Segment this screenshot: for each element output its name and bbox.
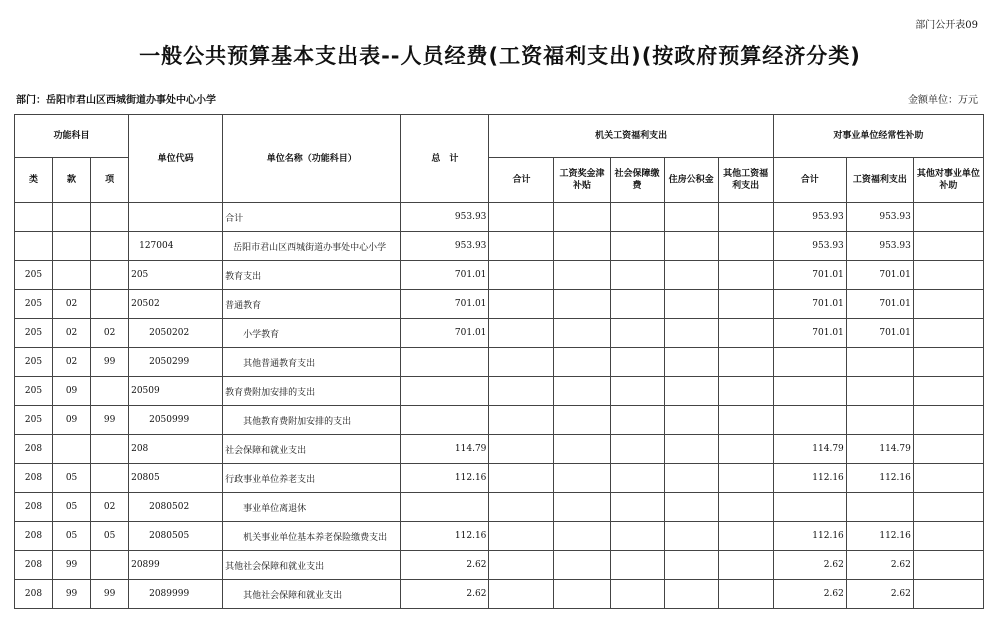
cell-unit-name: 教育支出 <box>223 261 401 290</box>
cell-pub-other <box>913 522 983 551</box>
cell-org-subtotal <box>489 290 554 319</box>
cell-total: 701.01 <box>401 319 489 348</box>
cell-org-other <box>718 464 773 493</box>
cell-lei: 208 <box>15 464 53 493</box>
cell-kuan: 99 <box>53 551 91 580</box>
cell-org-bonus <box>554 348 610 377</box>
cell-xiang <box>91 377 129 406</box>
cell-unit-code: 2050202 <box>129 319 223 348</box>
cell-unit-code <box>129 203 223 232</box>
cell-xiang <box>91 551 129 580</box>
cell-pub-other <box>913 406 983 435</box>
cell-lei: 205 <box>15 377 53 406</box>
table-row <box>15 348 984 377</box>
cell-unit-code: 20805 <box>129 464 223 493</box>
header-pub-wage: 工资福利支出 <box>846 158 913 203</box>
table-row <box>15 522 984 551</box>
cell-org-other <box>718 406 773 435</box>
cell-org-housing <box>664 203 718 232</box>
cell-lei: 205 <box>15 319 53 348</box>
cell-total: 2.62 <box>401 580 489 609</box>
cell-kuan: 05 <box>53 493 91 522</box>
cell-unit-name: 社会保障和就业支出 <box>223 435 401 464</box>
cell-org-subtotal <box>489 493 554 522</box>
cell-total: 701.01 <box>401 290 489 319</box>
table-row <box>15 406 984 435</box>
cell-org-housing <box>664 319 718 348</box>
cell-unit-name: 合计 <box>223 203 401 232</box>
header-org-housing: 住房公积金 <box>664 158 718 203</box>
cell-total: 701.01 <box>401 261 489 290</box>
header-pub-subtotal: 合计 <box>773 158 846 203</box>
cell-pub-subtotal: 701.01 <box>773 261 846 290</box>
department-label: 部门：岳阳市君山区西城街道办事处中心小学 <box>16 95 216 106</box>
header-func-subject: 功能科目 <box>15 115 129 158</box>
cell-pub-other <box>913 493 983 522</box>
header-total: 总 计 <box>401 115 489 203</box>
cell-pub-wage: 953.93 <box>846 203 913 232</box>
cell-unit-code: 127004 <box>129 232 223 261</box>
cell-pub-other <box>913 377 983 406</box>
cell-lei <box>15 232 53 261</box>
header-org-other: 其他工资福利支出 <box>718 158 773 203</box>
cell-pub-other <box>913 580 983 609</box>
cell-pub-wage: 114.79 <box>846 435 913 464</box>
cell-total <box>401 493 489 522</box>
cell-unit-name: 普通教育 <box>223 290 401 319</box>
cell-lei: 205 <box>15 261 53 290</box>
header-org-wage-group: 机关工资福利支出 <box>489 115 773 158</box>
cell-pub-wage: 701.01 <box>846 319 913 348</box>
cell-org-bonus <box>554 493 610 522</box>
table-row <box>15 377 984 406</box>
cell-org-bonus <box>554 232 610 261</box>
cell-pub-wage <box>846 348 913 377</box>
cell-unit-name: 事业单位离退休 <box>223 493 401 522</box>
cell-unit-name: 机关事业单位基本养老保险缴费支出 <box>223 522 401 551</box>
cell-org-social <box>610 261 664 290</box>
cell-org-other <box>718 290 773 319</box>
cell-org-social <box>610 406 664 435</box>
cell-pub-wage <box>846 377 913 406</box>
cell-xiang <box>91 203 129 232</box>
cell-org-social <box>610 580 664 609</box>
cell-pub-other <box>913 551 983 580</box>
cell-org-subtotal <box>489 319 554 348</box>
cell-unit-code: 20502 <box>129 290 223 319</box>
cell-org-housing <box>664 348 718 377</box>
cell-unit-code: 2080502 <box>129 493 223 522</box>
cell-org-other <box>718 435 773 464</box>
cell-xiang: 99 <box>91 348 129 377</box>
header-unit-name: 单位名称（功能科目） <box>223 115 401 203</box>
cell-kuan: 02 <box>53 290 91 319</box>
cell-org-bonus <box>554 377 610 406</box>
cell-kuan: 02 <box>53 348 91 377</box>
cell-org-housing <box>664 493 718 522</box>
cell-unit-code: 2050999 <box>129 406 223 435</box>
cell-xiang <box>91 232 129 261</box>
cell-org-subtotal <box>489 203 554 232</box>
cell-pub-subtotal: 953.93 <box>773 232 846 261</box>
cell-org-subtotal <box>489 232 554 261</box>
cell-pub-subtotal: 112.16 <box>773 522 846 551</box>
cell-org-other <box>718 551 773 580</box>
cell-org-other <box>718 261 773 290</box>
cell-org-bonus <box>554 464 610 493</box>
cell-org-bonus <box>554 319 610 348</box>
cell-org-subtotal <box>489 464 554 493</box>
header-unit-code: 单位代码 <box>129 115 223 203</box>
table-row <box>15 580 984 609</box>
cell-total: 114.79 <box>401 435 489 464</box>
cell-pub-wage: 2.62 <box>846 551 913 580</box>
cell-lei: 208 <box>15 522 53 551</box>
cell-org-subtotal <box>489 348 554 377</box>
cell-kuan: 05 <box>53 464 91 493</box>
cell-lei: 208 <box>15 580 53 609</box>
cell-org-subtotal <box>489 551 554 580</box>
header-xiang: 项 <box>91 158 129 203</box>
cell-kuan <box>53 261 91 290</box>
cell-unit-name: 其他社会保障和就业支出 <box>223 551 401 580</box>
cell-lei <box>15 203 53 232</box>
cell-org-housing <box>664 232 718 261</box>
cell-kuan <box>53 435 91 464</box>
cell-pub-subtotal <box>773 493 846 522</box>
cell-pub-subtotal: 953.93 <box>773 203 846 232</box>
cell-org-bonus <box>554 261 610 290</box>
form-number-label: 部门公开表09 <box>915 20 978 31</box>
cell-org-other <box>718 348 773 377</box>
cell-org-other <box>718 493 773 522</box>
cell-org-social <box>610 348 664 377</box>
cell-unit-code: 2050299 <box>129 348 223 377</box>
cell-org-social <box>610 551 664 580</box>
cell-pub-other <box>913 348 983 377</box>
cell-pub-other <box>913 435 983 464</box>
cell-org-other <box>718 232 773 261</box>
cell-org-social <box>610 435 664 464</box>
cell-org-subtotal <box>489 406 554 435</box>
cell-org-subtotal <box>489 522 554 551</box>
cell-org-housing <box>664 261 718 290</box>
cell-org-other <box>718 319 773 348</box>
cell-lei: 208 <box>15 435 53 464</box>
cell-xiang <box>91 261 129 290</box>
cell-org-bonus <box>554 522 610 551</box>
cell-org-bonus <box>554 435 610 464</box>
cell-lei: 208 <box>15 551 53 580</box>
table-row <box>15 551 984 580</box>
cell-org-social <box>610 290 664 319</box>
table-row <box>15 319 984 348</box>
cell-pub-subtotal: 2.62 <box>773 551 846 580</box>
cell-org-bonus <box>554 290 610 319</box>
header-kuan: 款 <box>53 158 91 203</box>
cell-kuan <box>53 203 91 232</box>
cell-unit-name: 小学教育 <box>223 319 401 348</box>
cell-org-housing <box>664 290 718 319</box>
cell-kuan <box>53 232 91 261</box>
cell-org-social <box>610 493 664 522</box>
cell-xiang: 02 <box>91 493 129 522</box>
table-row <box>15 290 984 319</box>
table-row <box>15 493 984 522</box>
cell-pub-subtotal: 701.01 <box>773 319 846 348</box>
cell-lei: 205 <box>15 348 53 377</box>
cell-unit-name: 岳阳市君山区西城街道办事处中心小学 <box>223 232 401 261</box>
page-title: 一般公共预算基本支出表--人员经费(工资福利支出)(按政府预算经济分类) <box>139 44 861 68</box>
table-row <box>15 261 984 290</box>
cell-total: 112.16 <box>401 522 489 551</box>
cell-org-housing <box>664 464 718 493</box>
table-row <box>15 232 984 261</box>
cell-unit-code: 2089999 <box>129 580 223 609</box>
cell-lei: 208 <box>15 493 53 522</box>
cell-xiang: 99 <box>91 406 129 435</box>
cell-org-housing <box>664 551 718 580</box>
cell-org-housing <box>664 377 718 406</box>
cell-kuan: 05 <box>53 522 91 551</box>
cell-pub-subtotal: 701.01 <box>773 290 846 319</box>
cell-xiang: 99 <box>91 580 129 609</box>
cell-pub-wage: 2.62 <box>846 580 913 609</box>
cell-org-housing <box>664 435 718 464</box>
cell-org-other <box>718 377 773 406</box>
cell-unit-code: 2080505 <box>129 522 223 551</box>
cell-pub-other <box>913 319 983 348</box>
cell-unit-code: 20509 <box>129 377 223 406</box>
cell-pub-subtotal <box>773 406 846 435</box>
cell-org-bonus <box>554 580 610 609</box>
cell-unit-code: 208 <box>129 435 223 464</box>
cell-org-subtotal <box>489 435 554 464</box>
cell-org-social <box>610 232 664 261</box>
cell-pub-other <box>913 464 983 493</box>
cell-total: 112.16 <box>401 464 489 493</box>
cell-org-housing <box>664 580 718 609</box>
cell-kuan: 02 <box>53 319 91 348</box>
cell-pub-subtotal: 112.16 <box>773 464 846 493</box>
cell-org-subtotal <box>489 377 554 406</box>
cell-xiang: 02 <box>91 319 129 348</box>
cell-unit-code: 205 <box>129 261 223 290</box>
cell-org-housing <box>664 406 718 435</box>
cell-org-social <box>610 319 664 348</box>
cell-org-bonus <box>554 406 610 435</box>
cell-total: 953.93 <box>401 203 489 232</box>
cell-org-social <box>610 377 664 406</box>
header-org-subtotal: 合计 <box>489 158 554 203</box>
header-org-bonus: 工资奖金津补贴 <box>554 158 610 203</box>
currency-unit-label: 金额单位：万元 <box>908 95 978 106</box>
cell-xiang <box>91 290 129 319</box>
header-public-subsidy-group: 对事业单位经常性补助 <box>773 115 983 158</box>
cell-org-other <box>718 203 773 232</box>
table-row <box>15 203 984 232</box>
cell-pub-subtotal: 2.62 <box>773 580 846 609</box>
cell-pub-wage: 953.93 <box>846 232 913 261</box>
cell-lei: 205 <box>15 290 53 319</box>
cell-kuan: 09 <box>53 406 91 435</box>
header-lei: 类 <box>15 158 53 203</box>
cell-pub-other <box>913 203 983 232</box>
cell-kuan: 09 <box>53 377 91 406</box>
header-pub-other: 其他对事业单位补助 <box>913 158 983 203</box>
cell-pub-subtotal: 114.79 <box>773 435 846 464</box>
cell-org-social <box>610 522 664 551</box>
cell-lei: 205 <box>15 406 53 435</box>
cell-xiang <box>91 464 129 493</box>
cell-total <box>401 348 489 377</box>
cell-org-bonus <box>554 203 610 232</box>
cell-pub-wage: 112.16 <box>846 464 913 493</box>
table-row <box>15 464 984 493</box>
cell-kuan: 99 <box>53 580 91 609</box>
cell-pub-wage: 112.16 <box>846 522 913 551</box>
cell-org-subtotal <box>489 580 554 609</box>
cell-org-other <box>718 580 773 609</box>
cell-total <box>401 406 489 435</box>
cell-pub-other <box>913 232 983 261</box>
cell-org-social <box>610 203 664 232</box>
header-org-social: 社会保障缴费 <box>610 158 664 203</box>
table-row <box>15 435 984 464</box>
cell-xiang: 05 <box>91 522 129 551</box>
cell-xiang <box>91 435 129 464</box>
cell-org-social <box>610 464 664 493</box>
cell-pub-wage: 701.01 <box>846 290 913 319</box>
cell-org-other <box>718 522 773 551</box>
cell-org-bonus <box>554 551 610 580</box>
cell-pub-wage <box>846 493 913 522</box>
cell-org-subtotal <box>489 261 554 290</box>
cell-unit-name: 其他社会保障和就业支出 <box>223 580 401 609</box>
cell-total: 953.93 <box>401 232 489 261</box>
cell-unit-name: 行政事业单位养老支出 <box>223 464 401 493</box>
cell-unit-code: 20899 <box>129 551 223 580</box>
cell-pub-wage <box>846 406 913 435</box>
cell-org-housing <box>664 522 718 551</box>
budget-table <box>14 114 984 609</box>
cell-total: 2.62 <box>401 551 489 580</box>
cell-unit-name: 其他普通教育支出 <box>223 348 401 377</box>
cell-pub-other <box>913 290 983 319</box>
cell-total <box>401 377 489 406</box>
cell-pub-other <box>913 261 983 290</box>
cell-unit-name: 教育费附加安排的支出 <box>223 377 401 406</box>
cell-pub-subtotal <box>773 348 846 377</box>
cell-pub-subtotal <box>773 377 846 406</box>
cell-pub-wage: 701.01 <box>846 261 913 290</box>
cell-unit-name: 其他教育费附加安排的支出 <box>223 406 401 435</box>
